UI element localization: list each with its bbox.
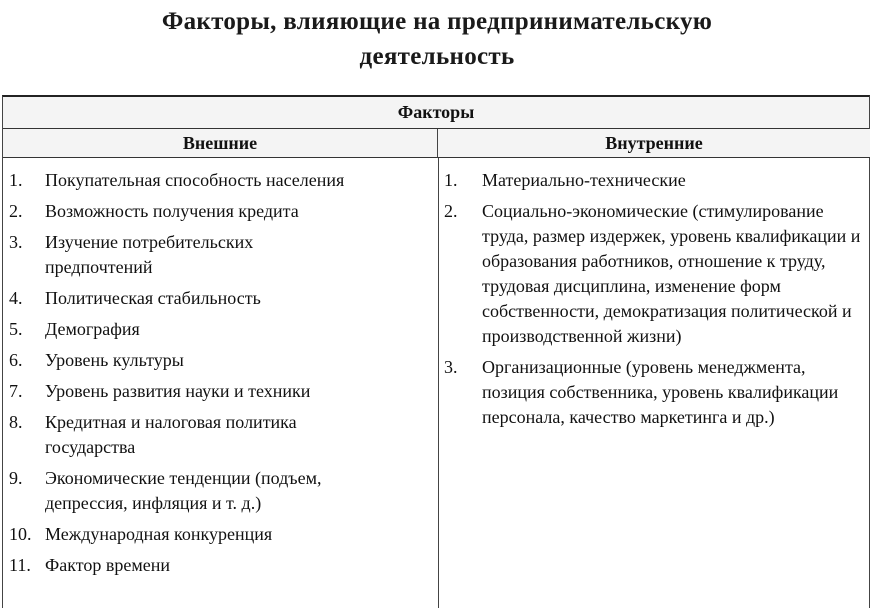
- item-number: 9.: [9, 468, 23, 488]
- item-text: Социально-экономические (стимулирование труда, размер издержек, уровень квалификации и образования работников, отношение к труду, трудовая дисциплина, изменение форм собственности, демократизация политической и производственной жизни): [482, 201, 861, 346]
- list-item: [444, 168, 864, 193]
- list-item: [444, 355, 864, 430]
- internal-factors-list: [444, 168, 864, 436]
- title-line-1: Факторы, влияющие на предпринимательскую: [161, 8, 713, 35]
- item-text: Демография: [45, 319, 140, 339]
- item-number: 8.: [9, 412, 23, 432]
- title-line-2: деятельность: [359, 43, 515, 70]
- list-item: [9, 168, 434, 193]
- item-number: 10.: [9, 524, 32, 544]
- list-item: [9, 379, 434, 404]
- item-text: Международная конкуренция: [45, 524, 273, 544]
- item-text: Возможность получения кредита: [45, 201, 299, 221]
- item-number: 5.: [9, 319, 23, 339]
- factors-table: [2, 95, 870, 608]
- item-text: Политическая стабильность: [45, 288, 261, 308]
- item-text: Уровень культуры: [45, 350, 184, 370]
- item-number: 6.: [9, 350, 23, 370]
- item-number: 7.: [9, 381, 23, 401]
- item-text: Покупательная способность населения: [45, 170, 345, 190]
- item-text: Кредитная и налоговая политика государства: [45, 412, 297, 457]
- list-item: [9, 466, 434, 516]
- list-item: [9, 317, 434, 342]
- list-item: [444, 199, 864, 349]
- item-number: 11.: [9, 555, 31, 575]
- item-number: 1.: [444, 170, 458, 190]
- item-text: Организационные (уровень менеджмента, позиция собственника, уровень квалификации персонала, качество маркетинга и др.): [482, 357, 839, 427]
- item-number: 1.: [9, 170, 23, 190]
- list-item: [9, 522, 434, 547]
- item-text: Экономические тенденции (подъем, депрессия, инфляция и т. д.): [45, 468, 322, 513]
- column-divider: [438, 158, 439, 608]
- list-item: [9, 410, 434, 460]
- list-item: [9, 286, 434, 311]
- item-text: Уровень развития науки и техники: [45, 381, 311, 401]
- list-item: [9, 199, 434, 224]
- list-item: [9, 230, 434, 280]
- external-factors-list: [9, 168, 434, 584]
- list-item: [9, 348, 434, 373]
- item-number: 3.: [9, 232, 23, 252]
- item-text: Фактор времени: [45, 555, 170, 575]
- internal-column-header: Внутренние: [438, 129, 870, 158]
- page-title: [0, 4, 874, 74]
- item-text: Изучение потребительских предпочтений: [45, 232, 254, 277]
- item-text: Материально-технические: [482, 170, 686, 190]
- table-header: Факторы: [3, 97, 869, 129]
- item-number: 2.: [444, 201, 458, 221]
- external-column-header: Внешние: [3, 129, 438, 158]
- item-number: 4.: [9, 288, 23, 308]
- item-number: 3.: [444, 357, 458, 377]
- list-item: [9, 553, 434, 578]
- item-number: 2.: [9, 201, 23, 221]
